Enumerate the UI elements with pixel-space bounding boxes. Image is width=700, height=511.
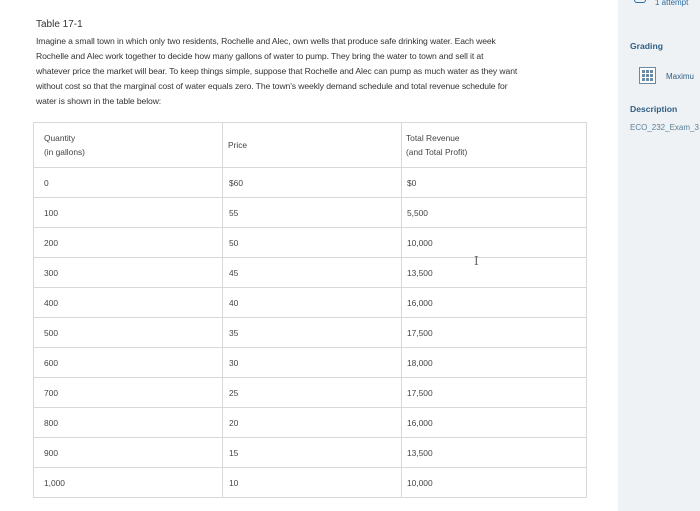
table-row bbox=[34, 438, 587, 468]
intro-line: whatever price the market will bear. To keep things simple, suppose that Rochelle and Alec can pump as much water as they want bbox=[36, 66, 518, 76]
description-value: ECO_232_Exam_3 bbox=[630, 123, 699, 132]
table-row bbox=[34, 198, 587, 228]
revenue-cell: 5,500 bbox=[402, 198, 587, 228]
revenue-cell: 10,000 bbox=[402, 468, 587, 498]
quantity-cell: 100 bbox=[34, 198, 223, 228]
checkbox-icon bbox=[634, 0, 646, 3]
table-header-row bbox=[34, 123, 587, 168]
table-row bbox=[34, 258, 587, 288]
table-title: Table 17-1 bbox=[36, 19, 83, 30]
price-cell: 30 bbox=[223, 348, 402, 378]
table-row bbox=[34, 288, 587, 318]
intro-line: without cost so that the marginal cost of water equals zero. The town's weekly demand schedule and total revenue schedule for bbox=[36, 81, 508, 91]
revenue-cell: 16,000 bbox=[402, 288, 587, 318]
revenue-cell: 16,000 bbox=[402, 408, 587, 438]
price-cell: 25 bbox=[223, 378, 402, 408]
text-cursor-icon: I bbox=[474, 254, 479, 268]
header-price-line1: Price bbox=[228, 140, 248, 150]
quantity-cell: 200 bbox=[34, 228, 223, 258]
demand-revenue-table bbox=[33, 122, 587, 498]
quantity-cell: 800 bbox=[34, 408, 223, 438]
price-cell: 40 bbox=[223, 288, 402, 318]
revenue-cell: $0 bbox=[402, 168, 587, 198]
table-row bbox=[34, 228, 587, 258]
header-quantity-line1: Quantity bbox=[44, 133, 76, 143]
quantity-cell: 300 bbox=[34, 258, 223, 288]
revenue-cell: 13,500 bbox=[402, 438, 587, 468]
revenue-cell: 17,500 bbox=[402, 318, 587, 348]
table-row bbox=[34, 348, 587, 378]
price-cell: 15 bbox=[223, 438, 402, 468]
grid-icon bbox=[639, 67, 656, 84]
header-quantity-line2: (in gallons) bbox=[44, 147, 85, 157]
table-row bbox=[34, 168, 587, 198]
table-row bbox=[34, 318, 587, 348]
revenue-cell: 10,000 bbox=[402, 228, 587, 258]
description-heading: Description bbox=[630, 104, 678, 114]
intro-line: Imagine a small town in which only two residents, Rochelle and Alec, own wells that produce safe drinking water. Each week bbox=[36, 36, 496, 46]
header-quantity bbox=[34, 123, 223, 168]
header-revenue-line2: (and Total Profit) bbox=[406, 147, 468, 157]
price-cell: 20 bbox=[223, 408, 402, 438]
intro-line: water is shown in the table below: bbox=[36, 96, 162, 106]
attempt-link[interactable]: 1 attempt bbox=[655, 0, 689, 7]
price-cell: 10 bbox=[223, 468, 402, 498]
header-price bbox=[223, 123, 402, 168]
price-cell: 45 bbox=[223, 258, 402, 288]
price-cell: 35 bbox=[223, 318, 402, 348]
quantity-cell: 400 bbox=[34, 288, 223, 318]
table-row bbox=[34, 408, 587, 438]
quantity-cell: 0 bbox=[34, 168, 223, 198]
intro-line: Rochelle and Alec work together to decide how many gallons of water to pump. They bring the water to town and sell it at bbox=[36, 51, 484, 61]
price-cell: 55 bbox=[223, 198, 402, 228]
quantity-cell: 700 bbox=[34, 378, 223, 408]
table-row bbox=[34, 468, 587, 498]
revenue-cell: 18,000 bbox=[402, 348, 587, 378]
question-intro bbox=[36, 34, 596, 109]
quantity-cell: 600 bbox=[34, 348, 223, 378]
revenue-cell: 17,500 bbox=[402, 378, 587, 408]
maximum-label: Maximu bbox=[666, 72, 695, 81]
quantity-cell: 1,000 bbox=[34, 468, 223, 498]
price-cell: 50 bbox=[223, 228, 402, 258]
revenue-cell: 13,500 bbox=[402, 258, 587, 288]
quantity-cell: 900 bbox=[34, 438, 223, 468]
header-revenue-line1: Total Revenue bbox=[406, 133, 460, 143]
price-cell: $60 bbox=[223, 168, 402, 198]
grading-heading: Grading bbox=[630, 41, 663, 51]
header-total-revenue bbox=[402, 123, 587, 168]
details-sidebar bbox=[618, 0, 700, 511]
table-row bbox=[34, 378, 587, 408]
quantity-cell: 500 bbox=[34, 318, 223, 348]
